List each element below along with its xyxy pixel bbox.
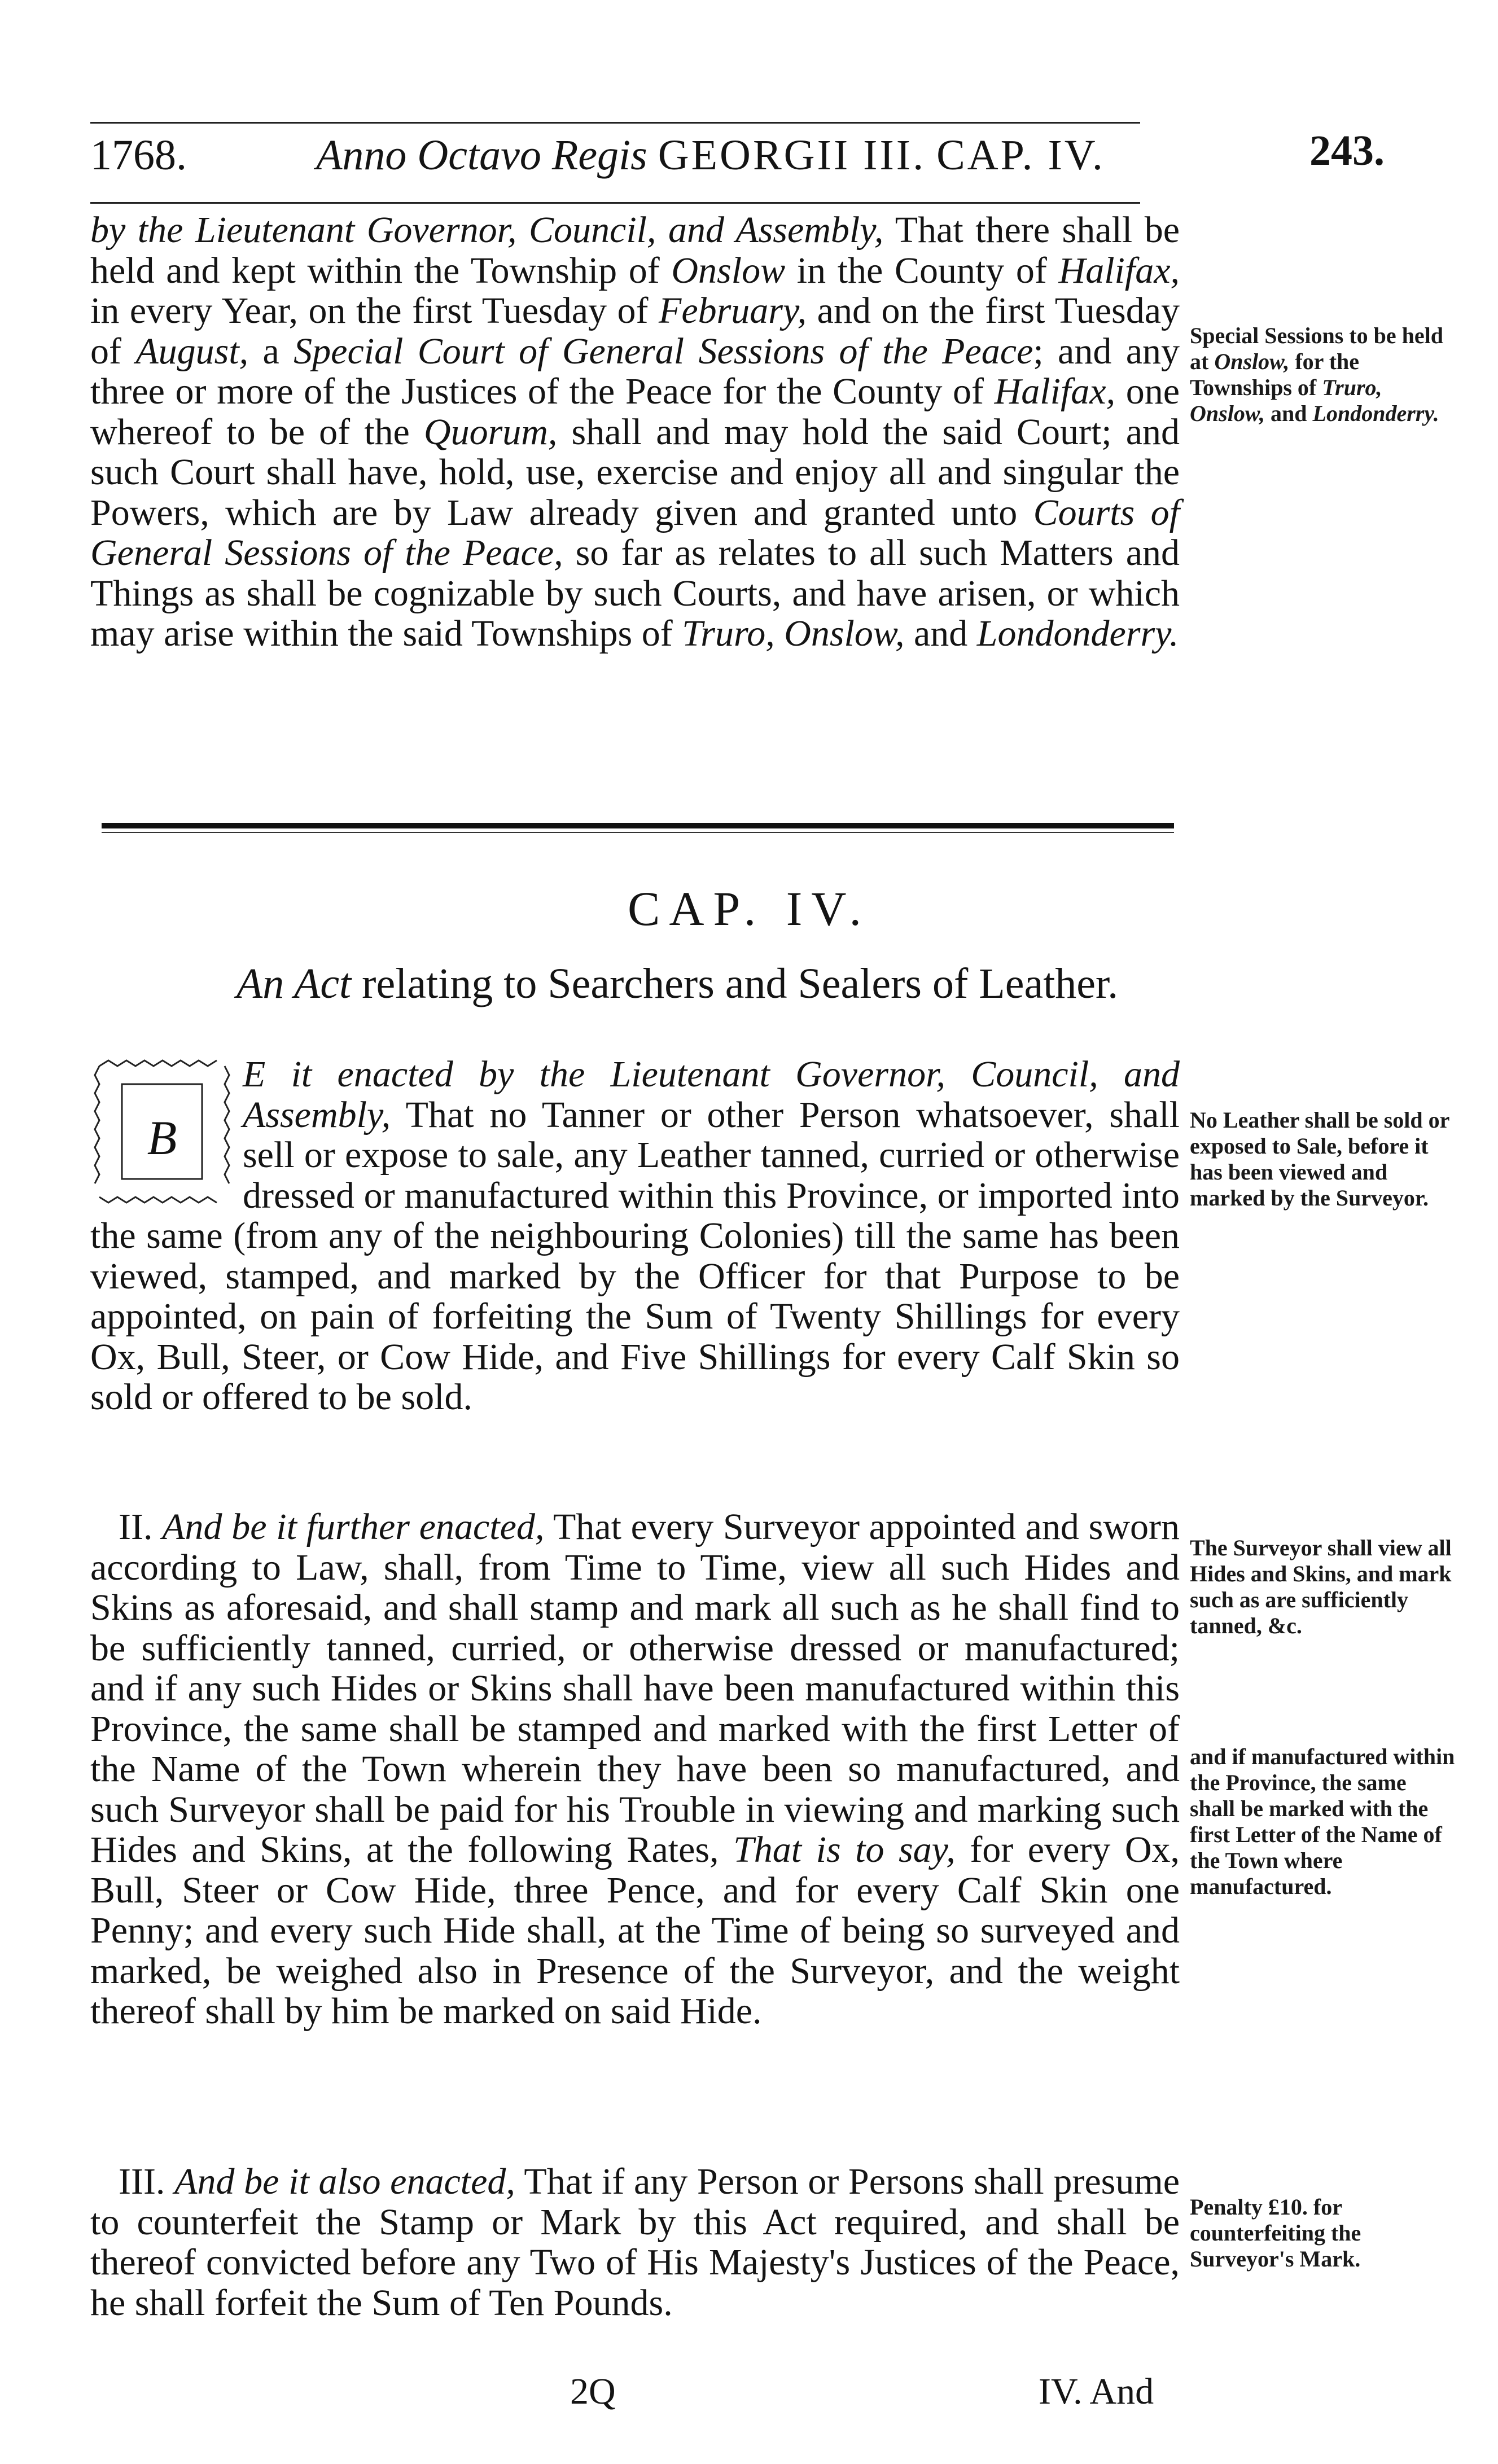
text-run: so far as relates to all such Matters and Things as shall be cognizable by such Courts, and have arisen, or which may arise within the said Townships of: [90, 532, 1180, 654]
catchword: [1039, 2370, 1154, 2413]
running-header: [90, 127, 1445, 193]
act-title-italic: An Act: [236, 960, 352, 1007]
text-run: Halifax,: [994, 371, 1116, 412]
text-run: Halifax,: [1058, 249, 1180, 291]
act-title: [113, 959, 1242, 1009]
section-3-paragraph: [90, 2162, 1180, 2323]
header-title: [316, 131, 1105, 180]
prev-section-text: [90, 210, 1180, 654]
header-title-italic: Anno Octavo Regis: [316, 131, 647, 179]
section-divider-hairline: [102, 832, 1174, 833]
text-run: ; and any three or more of the Justices of the Peace for the County of: [90, 330, 1180, 412]
header-year: 1768.: [90, 131, 187, 179]
drop-cap-spacer: [90, 1054, 243, 1212]
section-1-text: [90, 1054, 1180, 1418]
text-run: and: [904, 613, 977, 654]
text-run: Onslow,: [1214, 349, 1290, 374]
prev-section-paragraph: [90, 210, 1180, 654]
text-run: Quorum,: [423, 411, 558, 453]
margin-note-first-letter: and if manufactured within the Province, the same shall be marked with the first Letter of the Name of the Town where manufactured.: [1190, 1744, 1455, 1899]
header-title-caps: GEORGII III.: [658, 131, 926, 179]
text-run: And be it further enacted,: [162, 1506, 545, 1547]
text-run: E it enacted by the Lieutenant Governor, Council, and Assembly,: [243, 1054, 1180, 1135]
act-title-rest: relating to Searchers and Sealers of Leather.: [351, 960, 1119, 1007]
text-run: for every Ox, Bull, Steer or Cow Hide, three Pence, and for every Calf Skin one Penny; and every such Hide shall, at the Time of being so surveyed and marked, be weighed also in Presence of the Surveyor, and the weight thereof shall by him be marked on said Hide.: [90, 1829, 1180, 2032]
text-run: in the County of: [785, 249, 1059, 291]
header-chapter: CAP. IV.: [936, 131, 1105, 179]
text-run: That every Surveyor appointed and sworn according to Law, shall, from Time to Time, view all such Hides and Skins as aforesaid, and shall stamp and mark all such as he shall find to be sufficiently tanned, curried, or otherwise dressed or manufactured; and if any such Hides or Skins shall have been manufactured within this Province, the same shall be stamped and marked with the first Letter of the Name of the Town wherein they have been so manufactured, and such Surveyor shall be paid for his Trouble in viewing and marking such Hides and Skins, at the following Rates,: [90, 1506, 1180, 1870]
text-run: II.: [119, 1506, 163, 1547]
text-run: a: [248, 330, 294, 372]
text-run: August,: [135, 330, 249, 372]
text-run: for the Townships of: [1190, 349, 1360, 400]
text-run: and on the first Tuesday of: [90, 290, 1180, 372]
text-run: And be it also enacted,: [174, 2161, 515, 2202]
margin-note-surveyor-view: The Surveyor shall view all Hides and Skins, and mark such as are sufficiently tanned, &c.: [1190, 1535, 1452, 1638]
text-run: Londonderry.: [1312, 401, 1439, 426]
text-run: shall and may hold the said Court; and such Court shall have, hold, use, exercise and enjoy all and singular the Powers, which are by Law already given and granted unto: [90, 411, 1180, 533]
text-run: one whereof to be of the: [90, 371, 1180, 453]
text-run: and: [1265, 401, 1313, 426]
text-run: Londonderry.: [976, 613, 1179, 654]
margin-note-special-sessions: [1190, 323, 1455, 427]
margin-note-penalty: Penalty £10. for counterfeiting the Surveyor's Mark.: [1190, 2194, 1361, 2272]
text-run: February,: [659, 290, 807, 331]
section-2-paragraph: [90, 1507, 1180, 2032]
text-run: Onslow: [671, 249, 786, 291]
signature-mark: 2Q: [570, 2371, 616, 2412]
text-run: III.: [119, 2161, 175, 2202]
drop-cap-letter: B: [147, 1111, 177, 1165]
section-2-text: [90, 1507, 1180, 2032]
text-run: by the Lieutenant Governor, Council, and Assembly,: [90, 209, 884, 251]
text-run: Special Court of General Sessions of the Peace: [294, 330, 1033, 372]
text-run: Truro, Onslow,: [1190, 375, 1382, 426]
section-divider: [102, 823, 1174, 828]
section-3-text: [90, 2162, 1180, 2323]
header-rule: [90, 202, 1140, 204]
catchword-text: IV. And: [1039, 2371, 1154, 2412]
text-run: Courts of General Sessions of the Peace,: [90, 492, 1180, 573]
chapter-heading: CAP. IV.: [628, 882, 870, 936]
text-run: That if any Person or Persons shall presume to counterfeit the Stamp or Mark by this Act required, and shall be thereof convicted before any Two of His Majesty's Justices of the Peace, he shall forfeit the Sum of Ten Pounds.: [90, 2161, 1180, 2323]
text-run: Truro, Onslow,: [682, 613, 905, 654]
text-run: That is to say,: [733, 1829, 956, 1870]
page-number: 243.: [1309, 127, 1385, 174]
section-1-paragraph: [90, 1054, 1180, 1418]
text-run: That there shall be held and kept within the Township of: [90, 209, 1180, 291]
text-run: in every Year, on the first Tuesday of: [90, 290, 659, 331]
text-run: Special Sessions to be held at: [1190, 323, 1443, 374]
margin-note-no-leather: No Leather shall be sold or exposed to Sale, before it has been viewed and marked by the Surveyor.: [1190, 1107, 1449, 1211]
top-rule: [90, 122, 1140, 124]
text-run: That no Tanner or other Person whatsoever, shall sell or expose to sale, any Leather tanned, curried or otherwise dressed or manufactured within this Province, or imported into the same (from any of the neighbouring Colonies) till the same has been viewed, stamped, and marked by the Officer for that Purpose to be appointed, on pain of forfeiting the Sum of Twenty Shillings for every Ox, Bull, Steer, or Cow Hide, and Five Shillings for every Calf Skin so sold or offered to be sold.: [90, 1094, 1180, 1418]
